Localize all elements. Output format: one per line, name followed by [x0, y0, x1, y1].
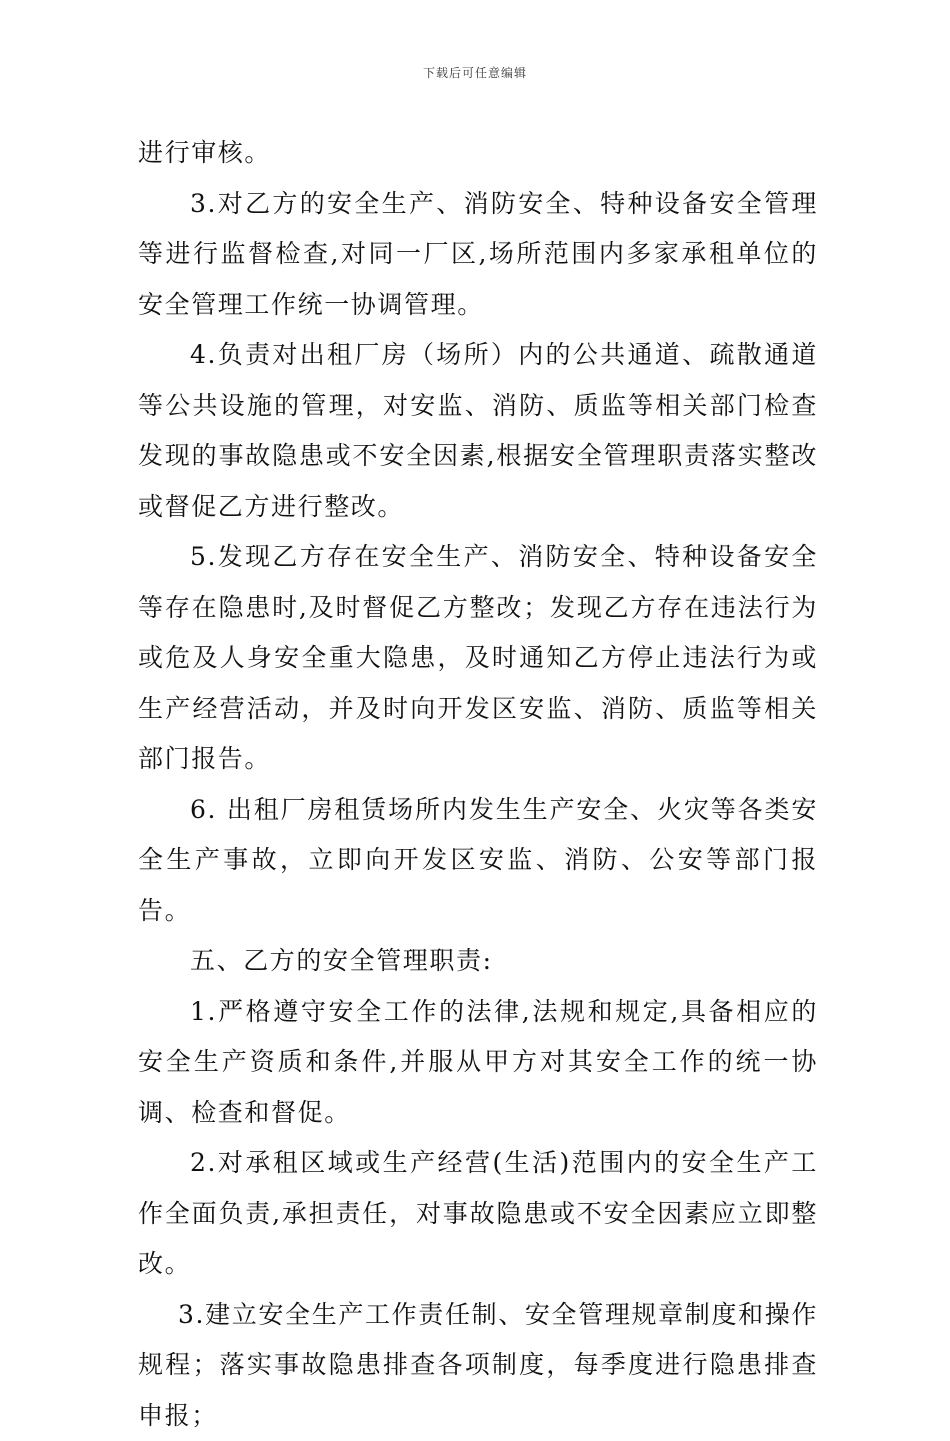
- page-header: 下载后可任意编辑: [0, 64, 950, 81]
- document-body: [138, 128, 818, 1441]
- paragraph-b-item-3: 3.建立安全生产工作责任制、安全管理规章制度和操作规程；落实事故隐患排查各项制度，每季度进行隐患排查申报；: [138, 1290, 818, 1441]
- paragraph-item-6: 6. 出租厂房租赁场所内发生生产安全、火灾等各类安全生产事故，立即向开发区安监、消防、公安等部门报告。: [138, 785, 818, 937]
- paragraph-continuation: 进行审核。: [138, 128, 818, 179]
- paragraph-b-item-2: 2.对承租区域或生产经营(生活)范围内的安全生产工作全面负责,承担责任，对事故隐患或不安全因素应立即整改。: [138, 1138, 818, 1290]
- paragraph-b-item-1: 1.严格遵守安全工作的法律,法规和规定,具备相应的安全生产资质和条件,并服从甲方对其安全工作的统一协调、检查和督促。: [138, 987, 818, 1139]
- paragraph-item-5: 5.发现乙方存在安全生产、消防安全、特种设备安全等存在隐患时,及时督促乙方整改；发现乙方存在违法行为或危及人身安全重大隐患，及时通知乙方停止违法行为或生产经营活动，并及时向开发区安监、消防、质监等相关部门报告。: [138, 532, 818, 785]
- section-heading-five: 五、乙方的安全管理职责:: [138, 936, 818, 987]
- paragraph-item-3: 3.对乙方的安全生产、消防安全、特种设备安全管理等进行监督检查,对同一厂区,场所范围内多家承租单位的安全管理工作统一协调管理。: [138, 179, 818, 331]
- paragraph-item-4: 4.负责对出租厂房（场所）内的公共通道、疏散通道等公共设施的管理，对安监、消防、质监等相关部门检查发现的事故隐患或不安全因素,根据安全管理职责落实整改或督促乙方进行整改。: [138, 330, 818, 532]
